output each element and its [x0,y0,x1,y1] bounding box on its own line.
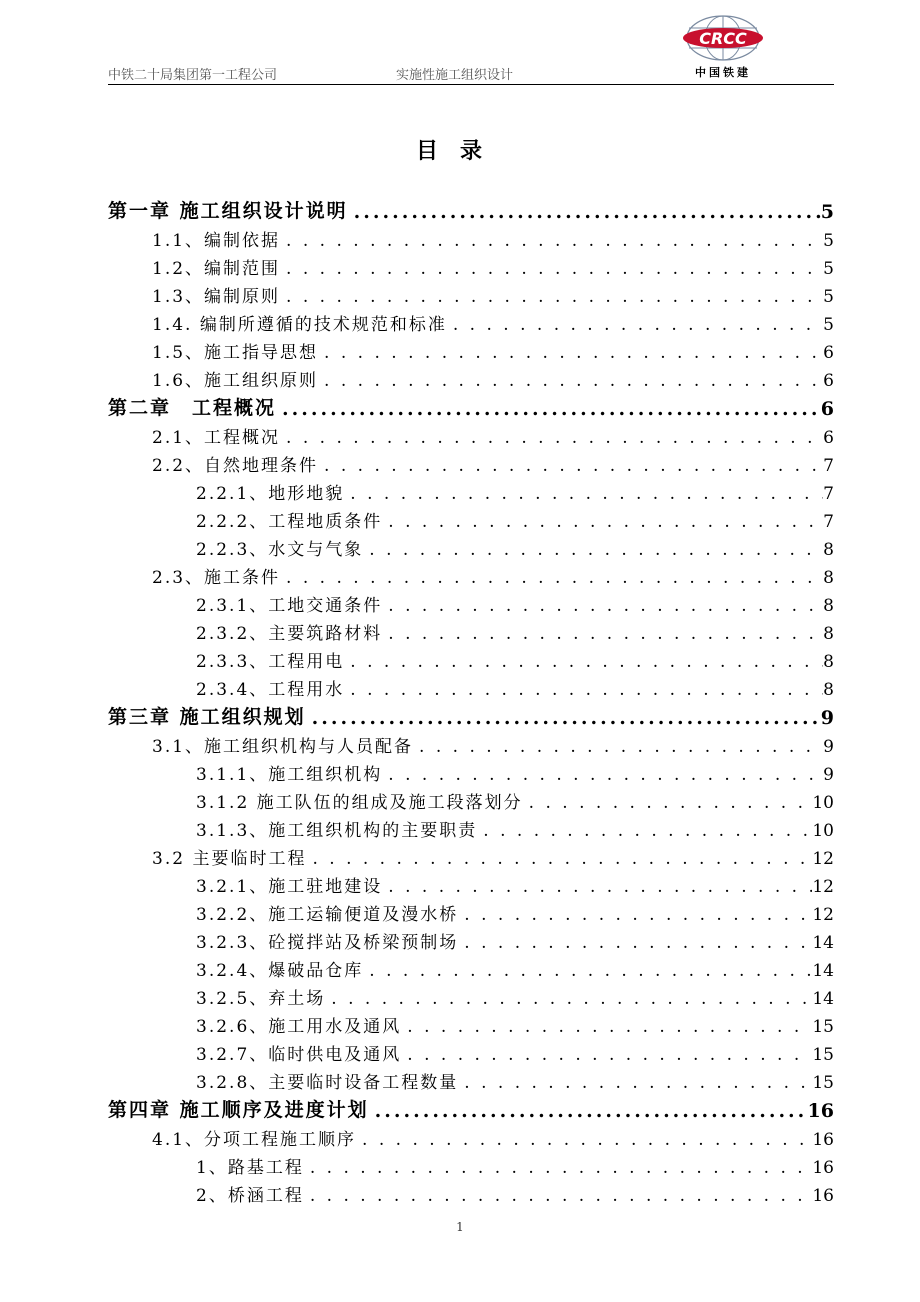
page-header [108,0,834,88]
toc-dot-leader [382,765,823,785]
toc-entry[interactable] [108,841,834,869]
toc-dot-leader [344,484,823,504]
toc-entry[interactable] [108,1122,834,1150]
toc-entry-title: 第四章 施工顺序及进度计划 [108,1099,369,1121]
toc-dot-leader [276,398,821,420]
toc-entry-title: 1、路基工程 [196,1158,304,1178]
toc-entry[interactable] [108,223,834,251]
toc-entry-page: 5 [823,259,834,279]
toc-entry-title: 2.3.4、工程用水 [196,680,345,700]
toc-entry-title: 2.2.3、水文与气象 [196,540,364,560]
toc-dot-leader [477,821,812,841]
toc-entry-title: 3.2 主要临时工程 [152,849,307,869]
toc-dot-leader [280,568,823,588]
toc-entry-page: 8 [823,624,834,644]
toc-entry[interactable] [108,757,834,785]
toc-dot-leader [304,1158,813,1178]
toc-entry[interactable] [108,1150,834,1178]
toc-entry-page: 16 [812,1130,834,1150]
header-company: 中铁二十局集团第一工程公司 [108,68,278,83]
toc-entry[interactable] [108,785,834,813]
toc-entry[interactable] [108,391,834,420]
toc-entry-title: 3.1.2 施工队伍的组成及施工段落划分 [196,793,523,813]
toc-dot-leader [304,1186,813,1206]
toc-entry-page: 7 [823,456,834,476]
toc-entry[interactable] [108,194,834,223]
page-number: 1 [456,1220,464,1234]
toc-entry-title: 2.1、工程概况 [152,428,281,448]
toc-entry[interactable] [108,925,834,953]
toc-entry-page: 12 [812,905,834,925]
toc-entry[interactable] [108,1037,834,1065]
toc-entry-title: 第二章 工程概况 [108,397,277,419]
toc-entry-page: 16 [807,1100,834,1122]
toc-entry[interactable] [108,504,834,532]
toc-dot-leader [280,231,823,251]
toc-entry-title: 1.2、编制范围 [152,259,281,279]
toc-entry-page: 5 [820,201,834,223]
toc-entry-page: 16 [812,1158,834,1178]
toc-entry-page: 9 [820,707,834,729]
toc-entry[interactable] [108,560,834,588]
table-of-contents [108,194,834,1206]
toc-entry-page: 5 [823,231,834,251]
toc-entry-title: 2.2.2、工程地质条件 [196,512,383,532]
toc-entry-page: 14 [812,989,834,1009]
toc-dot-leader [344,680,823,700]
toc-entry-page: 6 [823,428,834,448]
toc-entry-title: 1.3、编制原则 [152,287,281,307]
toc-dot-leader [382,512,823,532]
toc-entry-page: 12 [812,877,834,897]
toc-entry-page: 6 [823,371,834,391]
toc-entry[interactable] [108,532,834,560]
toc-entry[interactable] [108,644,834,672]
toc-entry-title: 2、桥涵工程 [196,1186,304,1206]
toc-entry-title: 3.1.1、施工组织机构 [196,765,383,785]
toc-entry-title: 1.1、编制依据 [152,231,281,251]
toc-entry-title: 3.2.7、临时供电及通风 [196,1045,402,1065]
toc-entry-page: 8 [823,568,834,588]
toc-entry-title: 3.2.1、施工驻地建设 [196,877,383,897]
toc-entry-page: 10 [812,821,834,841]
toc-dot-leader [280,287,823,307]
toc-entry-title: 2.3.1、工地交通条件 [196,596,383,616]
toc-dot-leader [325,989,812,1009]
toc-entry-title: 2.3.2、主要筑路材料 [196,624,383,644]
toc-entry-page: 7 [823,512,834,532]
toc-entry-page: 15 [812,1017,834,1037]
toc-entry[interactable] [108,953,834,981]
toc-entry[interactable] [108,1178,834,1206]
toc-entry-page: 15 [812,1073,834,1093]
toc-dot-leader [401,1017,812,1037]
toc-entry-title: 2.2.1、地形地貌 [196,484,345,504]
toc-entry-page: 6 [823,343,834,363]
toc-dot-leader [363,961,812,981]
toc-dot-leader [318,343,823,363]
toc-entry[interactable] [108,897,834,925]
toc-entry-page: 5 [823,315,834,335]
toc-entry[interactable] [108,335,834,363]
toc-dot-leader [306,849,812,869]
toc-dot-leader [523,793,813,813]
crcc-logo [680,14,766,84]
toc-entry[interactable] [108,420,834,448]
toc-dot-leader [306,707,821,729]
toc-entry[interactable] [108,476,834,504]
toc-entry[interactable] [108,672,834,700]
toc-entry[interactable] [108,588,834,616]
toc-entry[interactable] [108,1009,834,1037]
toc-entry-title: 3.2.3、砼搅拌站及桥梁预制场 [196,933,459,953]
toc-entry-title: 3.1.3、施工组织机构的主要职责 [196,821,478,841]
toc-entry[interactable] [108,813,834,841]
toc-dot-leader [447,315,823,335]
toc-dot-leader [458,905,812,925]
toc-entry-title: 2.2、自然地理条件 [152,456,319,476]
toc-entry[interactable] [108,1065,834,1093]
globe-logo-icon [680,14,766,64]
toc-entry-title: 3.2.8、主要临时设备工程数量 [196,1073,459,1093]
toc-dot-leader [356,1130,812,1150]
toc-entry[interactable] [108,616,834,644]
toc-entry[interactable] [108,1093,834,1122]
toc-entry-title: 第一章 施工组织设计说明 [108,200,348,222]
toc-entry[interactable] [108,700,834,729]
logo-text: 中国铁建 [695,66,751,79]
toc-entry-page: 8 [823,680,834,700]
toc-entry-page: 15 [812,1045,834,1065]
toc-entry[interactable] [108,869,834,897]
toc-dot-leader [413,737,823,757]
toc-entry[interactable] [108,251,834,279]
toc-entry-page: 16 [812,1186,834,1206]
toc-dot-leader [363,540,823,560]
toc-entry-page: 9 [823,737,834,757]
toc-entry[interactable] [108,307,834,335]
toc-dot-leader [318,456,823,476]
toc-dot-leader [318,371,823,391]
toc-entry-title: 3.2.2、施工运输便道及漫水桥 [196,905,459,925]
toc-entry-page: 7 [823,484,834,504]
toc-entry-page: 14 [812,933,834,953]
toc-dot-leader [458,1073,812,1093]
toc-entry-title: 第三章 施工组织规划 [108,706,306,728]
toc-dot-leader [348,201,821,223]
toc-entry[interactable] [108,363,834,391]
toc-dot-leader [382,877,812,897]
toc-entry-page: 9 [823,765,834,785]
header-doc-name: 实施性施工组织设计 [396,68,514,83]
toc-dot-leader [280,259,823,279]
logo-mark-text: CRCC [699,29,747,48]
toc-entry-page: 14 [812,961,834,981]
toc-entry-page: 8 [823,540,834,560]
toc-dot-leader [401,1045,812,1065]
toc-entry-page: 8 [823,652,834,672]
toc-dot-leader [458,933,812,953]
toc-entry[interactable] [108,279,834,307]
toc-entry-title: 1.5、施工指导思想 [152,343,319,363]
toc-entry-title: 3.2.6、施工用水及通风 [196,1017,402,1037]
toc-entry-title: 1.6、施工组织原则 [152,371,319,391]
toc-entry[interactable] [108,729,834,757]
header-divider [108,84,834,85]
toc-entry-title: 3.2.4、爆破品仓库 [196,961,364,981]
toc-entry-title: 3.2.5、弃土场 [196,989,326,1009]
toc-entry-page: 10 [812,793,834,813]
toc-entry-title: 1.4. 编制所遵循的技术规范和标准 [152,315,447,335]
toc-entry-title: 2.3.3、工程用电 [196,652,345,672]
toc-entry-title: 3.1、施工组织机构与人员配备 [152,737,414,757]
toc-dot-leader [280,428,823,448]
toc-entry-page: 5 [823,287,834,307]
toc-dot-leader [382,624,823,644]
toc-entry-title: 4.1、分项工程施工顺序 [152,1130,357,1150]
toc-entry-title: 2.3、施工条件 [152,568,281,588]
toc-entry-page: 8 [823,596,834,616]
toc-dot-leader [344,652,823,672]
toc-entry-page: 12 [812,849,834,869]
toc-dot-leader [369,1100,808,1122]
toc-dot-leader [382,596,823,616]
toc-entry-page: 6 [820,398,834,420]
page-title: 目录 [415,138,504,164]
toc-entry[interactable] [108,981,834,1009]
toc-entry[interactable] [108,448,834,476]
